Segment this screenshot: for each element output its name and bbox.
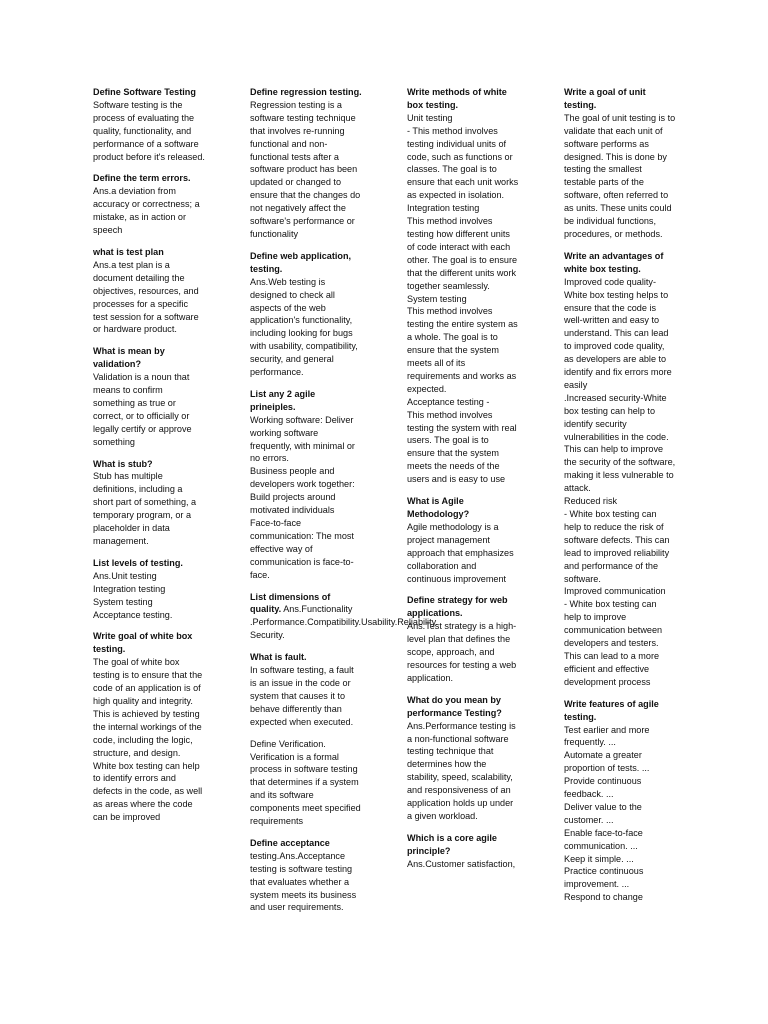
answer-text: testing.Ans.Acceptance testing is software testing that evaluates whether a system meets its business and user requirements. [250,850,357,913]
question-heading [250,591,438,643]
section-agile-methodology [407,495,519,585]
answer-text: Working software: Deliver working software frequently, with minimal or no errors. Business people and developers work together: Build projects around motivated individuals Face-to-face communication: The most effective way of communication is face-to-face. [250,414,355,580]
question-heading: Write features of agile testing. [564,698,659,722]
section-verification [250,738,362,828]
answer-text: Test earlier and more frequently. ... Automate a greater proportion of tests. ... Provide continuous feedback. ... Deliver value to the customer. ... Enable face-to-face communication. ... Keep it simple. ... Practice continuous improvement. ... Respond to change [564,724,650,903]
answer-text: Validation is a noun that means to confirm something as true or correct, or to officially or legally certify or approve something [93,372,192,447]
question-heading: Define web application, testing. [250,250,352,274]
section-white-box-methods [407,86,519,486]
section-dimensions-of-quality [250,591,438,643]
question-heading: List any 2 agile prineiples. [250,388,316,412]
answer-text: Regression testing is a software testing technique that involves re-running functional and non-functional tests after a software product has been updated or changed to ensure that the changes do not negatively affect the software's performance or functionality [250,99,361,239]
question-heading: What is Agile Methodology? [407,496,470,519]
question-heading: what is test plan [93,246,164,257]
question-heading: Define regression testing. [250,87,362,97]
section-define-errors [93,172,205,237]
section-levels-of-testing [93,557,205,622]
section-core-agile-principle [407,832,519,871]
question-heading: List levels of testing. [93,557,183,568]
answer-text: Unit testing - This method involves testing individual units of code, such as functions or classes. The goal is to ensure that each unit works as expected in isolation. Integration testing This method involves testing how different units of code interact with each other. The goal is to ensure that the different units work together seamlessly. System testing This method involves testing the entire system as a whole. The goal is to ensure that the system meets all of its requirements and works as expected. Acceptance testing - This method involves testing the system with real users. The goal is to ensure that the system meets the needs of the users and is easy to use [407,112,519,485]
section-stub [93,458,205,548]
section-web-application-testing [250,250,362,379]
section-agile-principles [250,388,362,582]
answer-text: Improved code quality-White box testing helps to ensure that the code is well-written and easy to understand. This can lead to improved code quality, as developers are able to identify and fix errors more easily .Increased security-White box testing can help to identify security vulnerabilities in the code. This can help to improve the security of the software, making it less vulnerable to attack. Reduced risk - White box testing can help to reduce the risk of software defects. This can lead to improved reliability and performance of the software. Improved communication - White box testing can help to improve communication between developers and testers. This can lead to a more efficient and effective development process [564,276,676,687]
section-goal-unit-testing [564,86,676,241]
answer-text: Ans.a test plan is a document detailing the objectives, resources, and processes for a specific test session for a software or hardware product. [93,259,199,335]
answer-text: The goal of white box testing is to ensure that the code of an application is of high quality and integrity. This is achieved by testing the internal workings of the code, including the logic, structure, and design. White box testing can help to identify errors and defects in the code, as well as areas where the code can be improved [93,657,203,823]
question-heading: What do you mean by performance Testing? [407,694,502,718]
question-heading: Write an advantages of white box testing. [564,250,664,274]
section-test-plan [93,246,205,336]
answer-text: Ans.Unit testing Integration testing System testing Acceptance testing. [93,570,173,620]
question-heading: What is fault. [250,652,307,663]
column-2 [250,86,438,923]
answer-text: Ans.Customer satisfaction, [407,858,516,869]
answer-text: The goal of unit testing is to validate that each unit of software performs as designed. This is done by testing the smallest testable parts of the software, often referred to as units. These units could be individual functions, procedures, or methods. [564,112,676,239]
answer-text: Software testing is the process of evaluating the quality, functionality, and performance of a software product before it's released. [93,99,205,162]
question-heading: Write a goal of unit testing. [564,87,646,110]
column-4 [564,86,676,913]
question-heading: Define Software Testing [93,87,196,97]
column-3 [407,86,519,880]
answer-text: Stub has multiple definitions, including a short part of something, a temporary program, or a placeholder in data management. [93,471,197,546]
section-web-strategy [407,594,519,684]
answer-text: Ans.Performance testing is a non-functional software testing technique that determines how the stability, speed, scalability, and responsiveness of an application holds up under a given workload. [407,720,516,821]
question-heading: Define strategy for web applications. [407,595,508,619]
section-white-box-advantages [564,250,676,689]
answer-text: Ans.a deviation from accuracy or correctness; a mistake, as in action or speech [93,186,200,236]
question-heading: What is stub? [93,458,153,469]
question-title: List dimensions of quality. [250,591,331,615]
section-regression-testing [250,86,362,241]
section-define-software-testing [93,86,205,163]
question-heading: What is mean by validation? [93,346,165,370]
answer-text: Ans.Web testing is designed to check all aspects of the web application's functionality, including looking for bugs with usability, compatibility, security, and general performance. [250,276,358,378]
section-performance-testing [407,694,519,823]
answer-text: In software testing, a fault is an issue in the code or system that causes it to behave differently than expected when executed. [250,665,354,727]
section-agile-testing-features [564,698,676,905]
question-heading: Define the term errors. [93,173,191,184]
section-acceptance-testing [250,837,362,914]
section-validation [93,345,205,448]
question-heading: Which is a core agile principle? [407,832,497,856]
question-heading: Write goal of white box testing. [93,631,193,655]
question-heading: Define acceptance [250,837,330,848]
inline-answer: Ans.Functionality .Performance.Compatibility.Usability.Reliability. Security. [250,604,438,641]
answer-text: Define Verification. Verification is a formal process in software testing that determines if a system and its software components meet specified requirements [250,738,361,827]
answer-text: Agile methodology is a project management approach that emphasizes collaboration and continuous improvement [407,521,514,584]
section-fault [250,651,362,728]
answer-text: Ans.Test strategy is a high-level plan that defines the scope, approach, and resources for testing a web application. [407,621,517,683]
section-goal-white-box [93,630,205,824]
question-heading: Write methods of white box testing. [407,87,507,110]
column-1 [93,86,205,833]
